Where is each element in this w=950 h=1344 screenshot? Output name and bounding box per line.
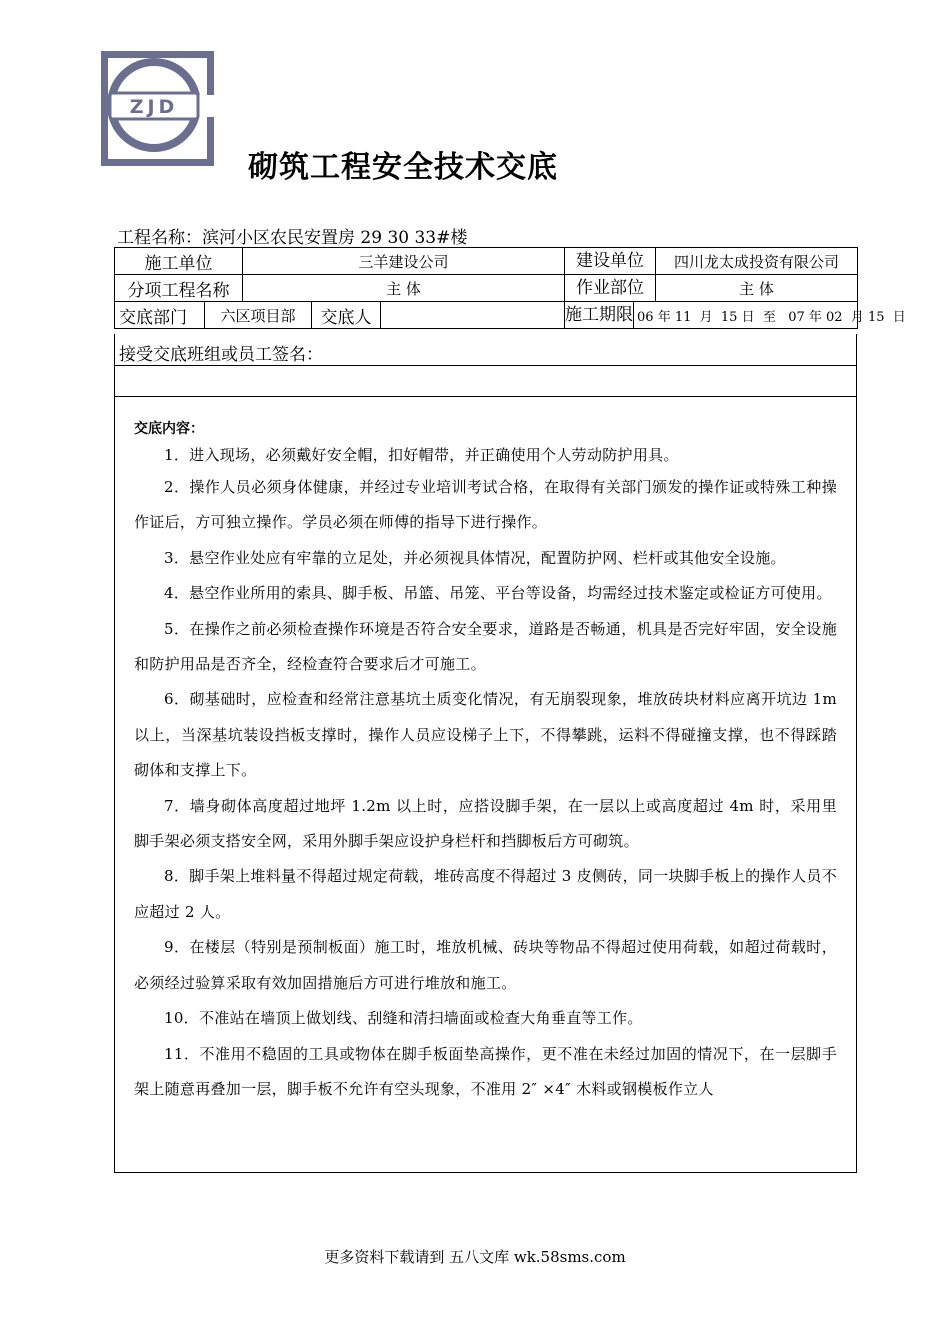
construction-unit-label: 施工单位 [115, 248, 243, 275]
content-heading: 交底内容： [134, 421, 204, 437]
list-item: 1．进入现场，必须戴好安全帽，扣好帽带，并正确使用个人劳动防护用具。 [164, 446, 679, 464]
info-table [114, 247, 906, 329]
company-logo [101, 51, 214, 166]
dept-label: 交底部门 [115, 302, 205, 329]
list-item: 8．脚手架上堆料量不得超过规定荷载，堆砖高度不得超过 3 皮侧砖，同一块脚手板上的操作人员不应超过 2 人。 [134, 867, 837, 921]
work-area-value: 主 体 [739, 279, 774, 298]
signature-label: 接受交底班组或员工签名： [119, 345, 323, 365]
sub-project-value: 主 体 [243, 275, 565, 302]
list-item: 11．不准用不稳固的工具或物体在脚手板面垫高操作，更不准在未经过加固的情况下，在一层脚手架上随意再叠加一层，脚手板不允许有空头现象，不准用 2″ ×4″ 木料或钢模板作立人 [134, 1044, 837, 1098]
builder-unit-value: 四川龙太成投资有限公司 [674, 252, 840, 271]
project-label: 工程名称： [117, 228, 202, 248]
period-value: 06 年 11 月 15 日 至 07 年 02 月 15 日 [637, 309, 906, 325]
builder-unit-cell [565, 248, 858, 275]
list-item: 10．不准站在墙顶上做划线、刮缝和清扫墙面或检查大角垂直等工作。 [164, 1009, 643, 1028]
list-item: 6．砌基础时，应检查和经常注意基坑土质变化情况，有无崩裂现象，堆放砖块材料应离开坑边 1m 以上，当深基坑装设挡板支撑时，操作人员应设梯子上下，不得攀跳，运料不得碰撞支撑，也不得踩踏砌体和支撑上下。 [134, 690, 837, 780]
period-label: 施工期限 [565, 302, 634, 328]
builder-unit-label: 建设单位 [565, 248, 656, 274]
sub-project-label: 分项工程名称 [115, 275, 243, 302]
table-row [115, 275, 858, 302]
list-item: 5．在操作之前必须检查操作环境是否符合安全要求，道路是否畅通，机具是否完好牢固，安全设施和防护用品是否齐全，经检查符合要求后才可施工。 [134, 619, 837, 674]
page-title: 砌筑工程安全技术交底 [248, 150, 558, 185]
project-value: 滨河小区农民安置房 29 30 33#楼 [202, 228, 468, 248]
signature-blank-row[interactable] [114, 365, 857, 397]
footer-link[interactable]: 更多资料下载请到 五八文库 wk.58sms.com [324, 1248, 626, 1266]
list-item: 2．操作人员必须身体健康，并经过专业培训考试合格，在取得有关部门颁发的操作证或特殊工种操作证后，方可独立操作。学员必须在师傅的指导下进行操作。 [134, 478, 837, 532]
content-section [114, 396, 857, 1173]
dept-value: 六区项目部 [205, 302, 312, 329]
project-name [117, 223, 467, 248]
table-row [115, 248, 858, 275]
list-item: 9．在楼层（特别是预制板面）施工时，堆放机械、砖块等物品不得超过使用荷载，如超过荷载时，必须经过验算采取有效加固措施后方可进行堆放和施工。 [134, 938, 837, 992]
table-row [115, 302, 858, 329]
construction-unit-value: 三羊建设公司 [243, 248, 565, 275]
list-item: 7．墙身砌体高度超过地坪 1.2m 以上时，应搭设脚手架，在一层以上或高度超过 4m 时，采用里脚手架必须支搭安全网，采用外脚手架应设护身栏杆和挡脚板后方可砌筑。 [134, 796, 837, 851]
signature-row [114, 334, 857, 366]
work-area-label: 作业部位 [565, 275, 656, 301]
list-item: 3．悬空作业处应有牢靠的立足处，并必须视具体情况，配置防护网、栏杆或其他安全设施。 [164, 548, 786, 567]
person-value [381, 302, 565, 329]
period-cell [565, 302, 906, 329]
list-item: 4．悬空作业所用的索具、脚手板、吊篮、吊笼、平台等设备，均需经过技术鉴定或检证方可使用。 [164, 584, 832, 603]
work-area-cell [565, 275, 858, 302]
person-label: 交底人 [312, 302, 381, 329]
logo-text: ZJD [129, 96, 179, 118]
